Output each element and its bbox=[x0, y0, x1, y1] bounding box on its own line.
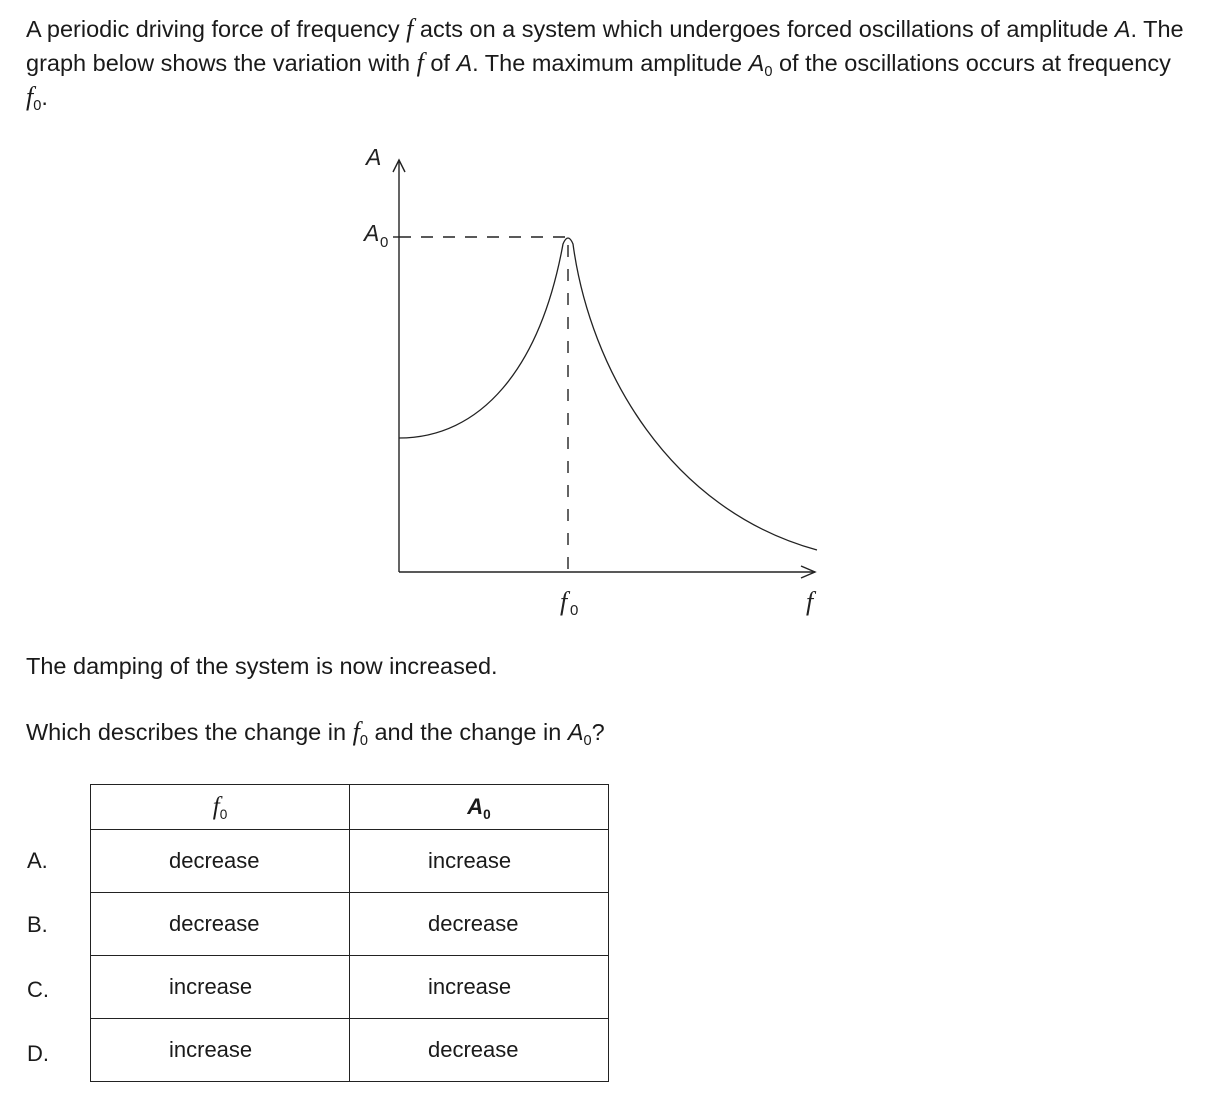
option-a-a0: increase bbox=[350, 830, 609, 893]
y-axis-label: A bbox=[366, 144, 382, 170]
option-b-a0: decrease bbox=[350, 893, 609, 956]
header-f0: $f_0$ bbox=[91, 785, 350, 830]
header-a0: $A_0$ bbox=[350, 785, 609, 830]
option-b-f0: decrease bbox=[91, 893, 350, 956]
options-table bbox=[90, 784, 609, 1082]
a0-label: A bbox=[364, 220, 380, 246]
svg-text:0: 0 bbox=[570, 602, 579, 619]
option-letter-b[interactable]: B. bbox=[27, 912, 48, 937]
option-a-f0: decrease bbox=[91, 830, 350, 893]
damping-statement: The damping of the system is now increased. bbox=[26, 653, 498, 679]
option-row-a bbox=[91, 830, 609, 893]
option-letter-d[interactable]: D. bbox=[27, 1041, 49, 1066]
x-axis-label: f bbox=[806, 587, 814, 616]
option-d-f0: increase bbox=[91, 1019, 350, 1082]
question-intro: A periodic driving force of frequency f acts on a system which undergoes forced oscillations of amplitude A. The graph below shows the variation with f of A. The maximum amplitude $A_0$ of the oscillations occurs at frequency $f_0$. bbox=[26, 14, 1184, 115]
option-letter-a[interactable]: A. bbox=[27, 848, 48, 873]
option-row-c bbox=[91, 956, 609, 1019]
option-row-b bbox=[91, 893, 609, 956]
option-c-f0: increase bbox=[91, 956, 350, 1019]
options-header-row bbox=[91, 785, 609, 830]
f0-label: f bbox=[560, 587, 568, 616]
resonance-curve bbox=[399, 238, 817, 550]
svg-text:0: 0 bbox=[380, 234, 389, 251]
option-c-a0: increase bbox=[350, 956, 609, 1019]
question-prompt: Which describes the change in $f_0$ and the change in $A_0$? bbox=[26, 717, 605, 750]
option-row-d bbox=[91, 1019, 609, 1082]
option-letter-c[interactable]: C. bbox=[27, 977, 49, 1002]
f-symbol: f bbox=[406, 14, 414, 43]
option-d-a0: decrease bbox=[350, 1019, 609, 1082]
